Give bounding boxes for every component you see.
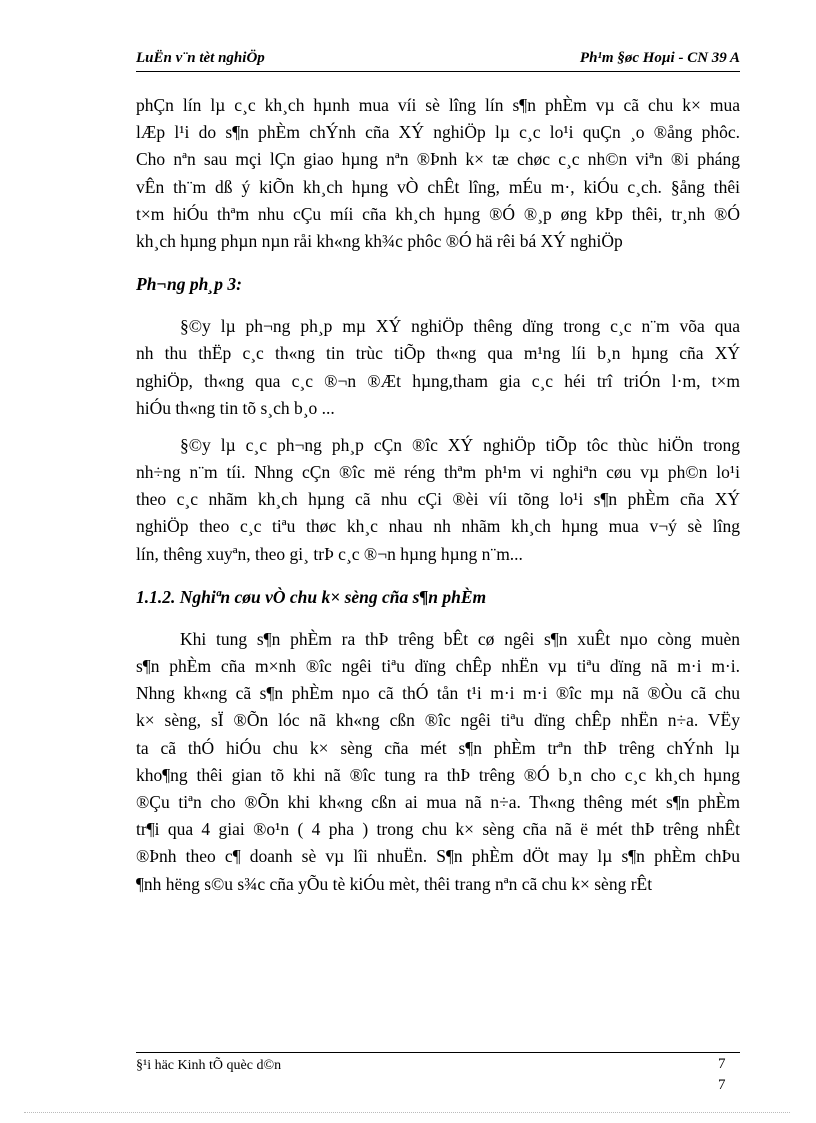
paragraph-line: nh÷ng n¨m tíi. Nhng cÇn ®îc më réng thªm ph¹m vi nghiªn cøu vµ ph©n lo¹i [136,462,740,483]
paragraph-line: ¶nh hëng s©u s¾c cña yÕu tè kiÓu mèt, thêi trang nªn cã chu k× sèng rÊt [136,873,653,894]
paragraph-line: nghiÖp theo c¸c tiªu thøc kh¸c nhau nh nhãm kh¸ch hµng mua v¬ý sè lîng [136,516,740,537]
paragraph-line: ta cã thÓ hiÓu chu k× sèng cña mét s¶n phÈm trªn thÞ trêng chÝnh lµ [136,737,740,758]
paragraph-line: theo c¸c nhãm kh¸ch hµng cã nhu cÇi ®èi víi tõng lo¹i s¶n phÈm cña XÝ [136,489,740,510]
section-gap [136,303,740,313]
paragraph-line: Cho nªn sau mçi lÇn giao hµng nªn ®Þnh k× tæ chøc c¸c nh©n viªn ®i pháng [136,149,740,170]
paragraph-line: lÆp l¹i do s¶n phÈm chÝnh cña XÝ nghiÖp lµ c¸c lo¹i quÇn ¸o ®ång phôc. [136,122,740,143]
paragraph-gap [136,422,740,432]
footer-university: §¹i häc Kinh tÕ quèc d©n [136,1058,282,1073]
paragraph-line: kh¸ch hµng phµn nµn råi kh«ng kh¾c phôc ®Ó hä rêi bá XÝ nghiÖp [136,230,623,251]
paragraph-line: lín, thêng xuyªn, theo gi¸ trÞ c¸c ®¬n hµng hµng n¨m... [136,543,523,564]
paragraph-line: vÊn th¨m dß ý kiÕn kh¸ch hµng vÒ chÊt lîng, mÉu m·, kiÓu c¸ch. §ång thêi [136,176,740,197]
paragraph-line: §©y lµ c¸c ph¬ng ph¸p cÇn ®îc XÝ nghiÖp tiÕp tôc thùc hiÖn trong [180,434,740,455]
section-heading: Ph¬ng ph¸p 3: [136,274,242,295]
paragraph-line: nghiÖp, th«ng qua c¸c ®¬n ®Æt hµng,tham gia c¸c héi trî triÓn l·m, t×m [136,370,740,391]
section-gap [136,616,740,626]
header-rule [136,71,740,72]
paragraph-line: s¶n phÈm cña m×nh ®îc ngêi tiªu dïng chÊp nhËn vµ tiªu dïng nã m·i m·i. [136,656,740,676]
section-gap [136,255,740,265]
paragraph-line: Nhng kh«ng cã s¶n phÈm nµo cã thÓ tån t¹i m·i m·i ®îc mµ nã ®Òu cã chu [136,683,740,704]
body-text [136,92,740,898]
paragraph-line: nh thu thËp c¸c th«ng tin trùc tiÕp th«ng qua m¹ng líi b¸n hµng cña XÝ [136,343,740,364]
paragraph-line: Khi tung s¶n phÈm ra thÞ trêng bÊt cø ngêi s¶n xuÊt nµo còng muèn [180,628,740,649]
paragraph-line: phÇn lín lµ c¸c kh¸ch hµnh mua víi sè lîng lín s¶n phÈm vµ cã chu k× mua [136,95,740,115]
paragraph-line: k× sèng, sÏ ®Õn lóc nã kh«ng cßn ®îc ngêi tiªu dïng chÊp nhËn n÷a. VËy [136,710,740,731]
paragraph-line: ®Çu tiªn cho ®Õn khi kh«ng cßn ai mua nã n÷a. Th«ng thêng mét s¶n phÈm [136,791,740,812]
section-gap [136,568,740,578]
header-author: Ph¹m §øc Hoµi - CN 39 A [579,50,740,66]
paragraph-line: t×m hiÓu thªm nhu cÇu míi cña kh¸ch hµng ®Ó ®¸p øng kÞp thêi, tr¸nh ®Ó [136,203,740,224]
paragraph-line: ®Þnh theo c¶ doanh sè vµ lîi nhuËn. S¶n phÈm dÖt may lµ s¶n phÈm chÞu [136,846,740,867]
page-header [136,50,740,68]
header-thesis-title: LuËn v¨n tèt nghiÖp [136,50,265,66]
paragraph-line: hiÓu th«ng tin tõ s¸ch b¸o ... [136,397,335,418]
paragraph-line: kho¶ng thêi gian tõ khi nã ®îc tung ra thÞ trêng ®Ó b¸n cho c¸c kh¸ch hµng [136,764,740,785]
page-bottom-dotted-border [24,1112,790,1113]
page-number-secondary: 7 [718,1077,726,1093]
paragraph-line: §©y lµ ph¬ng ph¸p mµ XÝ nghiÖp thêng dïng trong c¸c n¨m võa qua [180,316,740,337]
section-heading: 1.1.2. Nghiªn cøu vÒ chu k× sèng cña s¶n phÈm [136,586,487,607]
footer-rule [136,1052,740,1053]
paragraph-line: tr¶i qua 4 giai ®o¹n ( 4 pha ) trong chu k× sèng cña nã ë mét thÞ trêng nhÊt [136,819,740,840]
page-number: 7 [718,1056,726,1072]
